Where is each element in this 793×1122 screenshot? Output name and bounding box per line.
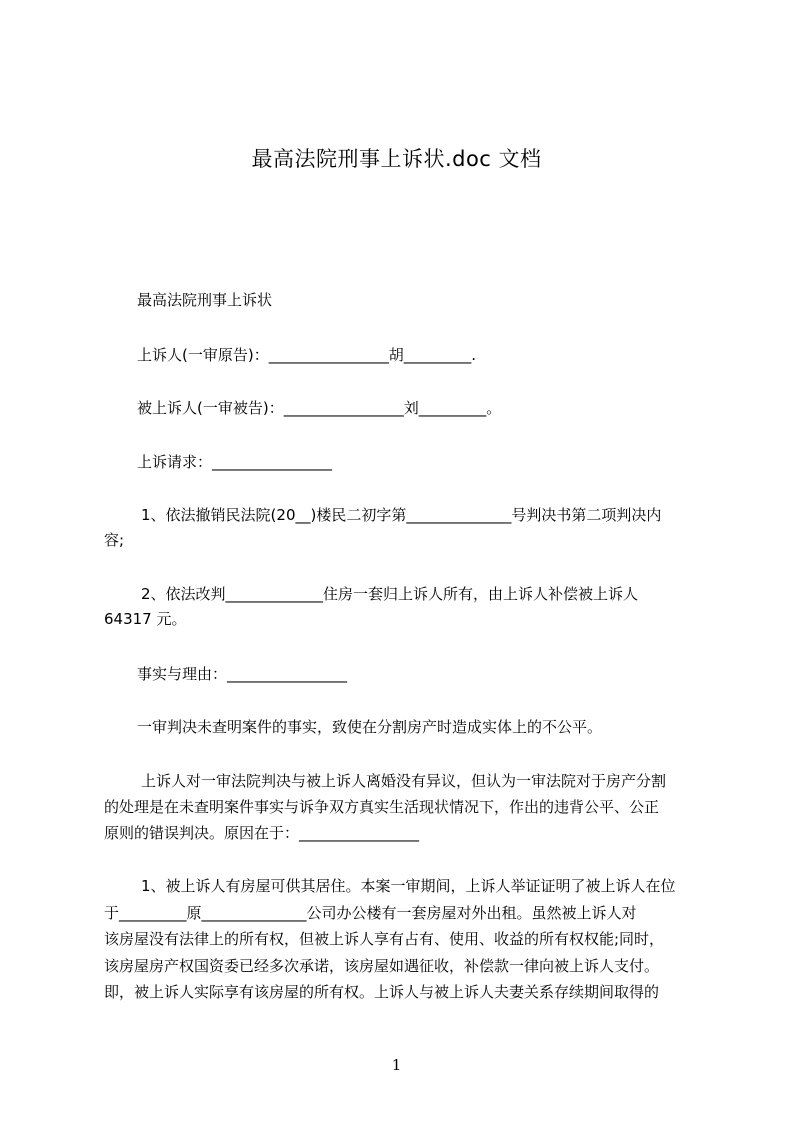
- request-1-line-2: 容;: [104, 531, 125, 549]
- request-2-line-2: 64317 元。: [104, 610, 187, 628]
- facts-summary: 一审判决未查明案件的事实，致使在分割房产时造成实体上的不公平。: [137, 718, 603, 736]
- para-1-line-3: 原则的错误判决。原因在于：________________: [104, 824, 420, 842]
- request-label: 上诉请求：________________: [137, 453, 333, 471]
- request-2-line-1: 2、依法改判_____________住房一套归上诉人所有，由上诉人补偿被上诉人: [141, 585, 639, 603]
- para-2-line-2: 于_________原______________公司办公楼有一套房屋对外出租。虽然被上诉人对: [104, 904, 637, 922]
- page-number: 1: [391, 1056, 402, 1074]
- para-1-line-2: 的处理是在未查明案件事实与诉争双方真实生活现状情况下，作出的违背公平、公正: [104, 798, 660, 816]
- appellant-line: 上诉人(一审原告)：________________胡_________.: [137, 346, 476, 364]
- facts-label: 事实与理由：________________: [137, 665, 348, 683]
- document-title: 最高法院刑事上诉状.doc 文档: [251, 147, 542, 171]
- document-heading: 最高法院刑事上诉状: [137, 291, 273, 309]
- request-1-line-1: 1、依法撤销民法院(20__)楼民二初字第______________号判决书第二项判决内: [141, 506, 662, 524]
- para-2-line-5: 即，被上诉人实际享有该房屋的所有权。上诉人与被上诉人夫妻关系存续期间取得的: [104, 983, 660, 1001]
- para-2-line-1: 1、被上诉人有房屋可供其居住。本案一审期间，上诉人举证证明了被上诉人在位: [141, 877, 676, 895]
- para-1-line-1: 上诉人对一审法院判决与被上诉人离婚没有异议，但认为一审法院对于房产分割: [141, 772, 667, 790]
- appellee-line: 被上诉人(一审被告)：________________刘_________。: [137, 399, 502, 417]
- para-2-line-3: 该房屋没有法律上的所有权，但被上诉人享有占有、使用、收益的所有权权能;同时，: [104, 930, 665, 948]
- para-2-line-4: 该房屋房产权国资委已经多次承诺，该房屋如遇征收，补偿款一律向被上诉人支付。: [104, 957, 660, 975]
